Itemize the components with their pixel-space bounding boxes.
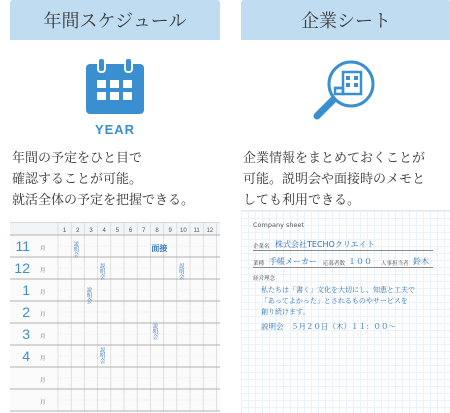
description-line: 就活全体の予定を把握できる。 (12, 193, 195, 208)
month-suffix: 月 (40, 356, 46, 362)
hr-contact-label: 人事担当者 (381, 261, 409, 267)
month-number: 4 (22, 348, 30, 364)
day-number: 9 (168, 228, 172, 234)
month-number: 3 (22, 326, 30, 342)
hr-contact-value: 鈴木 (413, 257, 429, 266)
month-number: 12 (14, 260, 30, 276)
day-number: 10 (180, 228, 187, 234)
month-suffix: 月 (40, 378, 46, 384)
schedule-entry: 説明会 (98, 347, 105, 364)
schedule-entry: 説明会 (85, 287, 92, 304)
philosophy-label: 経営理念 (253, 276, 276, 282)
month-number: 2 (22, 304, 30, 320)
company-label: 企業名 (253, 244, 270, 250)
calendar-icon (84, 58, 146, 142)
day-number: 4 (102, 228, 106, 234)
annual-schedule-column (10, 0, 220, 412)
philosophy-line: 創り続けます。 (261, 308, 310, 316)
day-number: 12 (206, 228, 214, 234)
month-suffix: 月 (40, 290, 46, 296)
schedule-entry: 説明会 (177, 263, 184, 280)
applicant-count-value: １００ (348, 257, 372, 266)
annual-schedule-description (12, 148, 222, 211)
industry-value: 手帳メーカー (269, 257, 317, 266)
annual-schedule-sheet (10, 222, 220, 413)
schedule-entry: 説明会 (72, 241, 79, 258)
schedule-entry: 説明会 (98, 263, 105, 280)
description-line: しても利用できる。 (243, 193, 361, 208)
month-number: 11 (15, 238, 30, 254)
sheet-title: Company sheet (253, 221, 305, 229)
schedule-entry-bold: 面接 (151, 244, 168, 253)
description-line: 可能。説明会や面接時のメモと (243, 172, 426, 187)
day-number: 5 (115, 228, 120, 234)
schedule-entry: 説明会 (151, 323, 158, 340)
industry-label: 業種 (253, 261, 265, 267)
company-sheet-description (243, 148, 450, 211)
month-number: 1 (22, 282, 30, 298)
description-line: 企業情報をまとめておくことが (243, 151, 426, 166)
description-line: 年間の予定をひと目で (12, 151, 143, 166)
annual-schedule-tab (10, 0, 220, 40)
month-suffix: 月 (40, 268, 46, 274)
day-number: 7 (142, 228, 146, 234)
annual-schedule-title: 年間スケジュール (43, 11, 187, 32)
month-suffix: 月 (40, 312, 46, 318)
divider (253, 267, 433, 268)
month-suffix: 月 (40, 334, 46, 340)
month-suffix: 月 (40, 246, 46, 252)
day-number: 11 (193, 228, 200, 234)
day-number: 1 (62, 228, 67, 234)
description-line: 確認することが可能。 (12, 172, 143, 187)
company-value: 株式会社TECHOクリエイト (275, 240, 375, 249)
company-sheet-tab (241, 0, 450, 40)
company-sheet-page (241, 210, 450, 413)
day-number: 3 (89, 228, 93, 234)
company-sheet-column (241, 0, 450, 412)
day-number: 2 (76, 228, 80, 234)
year-label: YEAR (94, 122, 136, 137)
philosophy-line: 私たちは「書く」文化を大切にし、知恵と工夫で (261, 286, 415, 294)
month-suffix: 月 (40, 400, 46, 406)
day-number: 8 (155, 228, 159, 234)
event-note: 説明会 ５月２０日（木）１１：００～ (261, 322, 396, 331)
company-sheet-title: 企業シート (301, 11, 391, 32)
day-number: 6 (128, 228, 133, 234)
divider (253, 250, 433, 251)
building-magnifier-icon (311, 58, 381, 126)
philosophy-line: 「あってよかった」とされるものやサービスを (261, 297, 408, 305)
schedule-grid (10, 223, 220, 413)
applicant-count-label: 応募者数 (323, 261, 346, 267)
